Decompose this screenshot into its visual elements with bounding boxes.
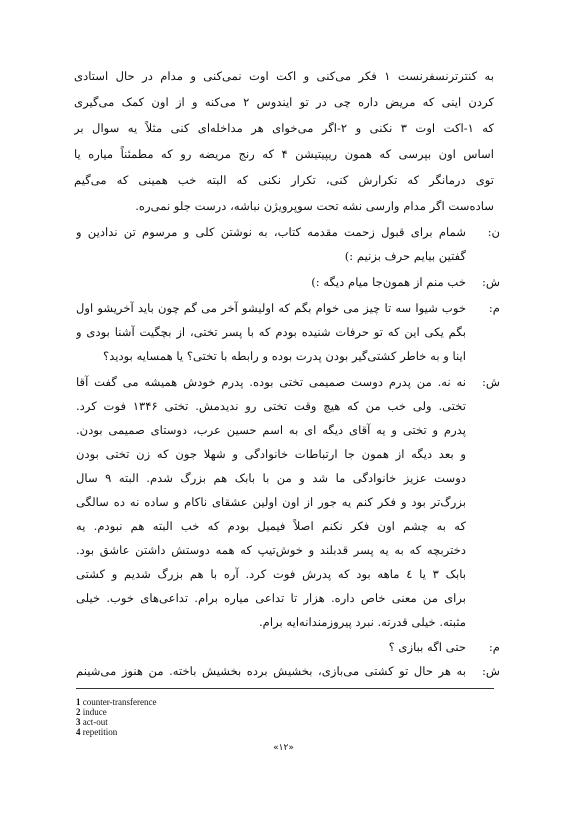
dialogue-line: مثبته. خیلی قدرته. نبرد پیروزمندانه‌ایه برام. bbox=[259, 615, 466, 629]
dialogue-line: دختربچه که به یه پسر قدبلند و خوش‌تیپ که همه دوستش داشتن عاشق بود. bbox=[76, 543, 466, 557]
dialogue-line: پدرم و تختی و یه آقای دیگه ای به اسم حسین عرب، دوستای صمیمی بودن. bbox=[76, 423, 466, 437]
footnote bbox=[76, 728, 117, 737]
paragraph-line: توی درمانگر که تکرارش کنی، تکرار نکنی که البته خب همینی که می‌گیم bbox=[74, 173, 494, 187]
footnote-number: 1 bbox=[76, 697, 81, 707]
dialogue-line: بابک ۳ یا ٤ ماهه بود که پدرش فوت کرد. آره با هم بزرگ شدیم و کشتی bbox=[76, 567, 466, 581]
footnote bbox=[76, 708, 107, 717]
paragraph-line: اساس اون بپرسی که همون ریپیتیشن ۴ که رنج مریضه رو که مطمئناً میاره یا bbox=[74, 147, 494, 161]
paragraph-line: کردن اینی که مریض داره چی در تو ایندوس ۲ می‌کنه و از اون کمک می‌گیری bbox=[74, 95, 494, 109]
dialogue-line: گفتین بیایم حرف بزنیم :) bbox=[344, 249, 466, 263]
dialogue-line: شمام برای قبول زحمت مقدمه کتاب، به نوشتن کلی و مرسوم تن ندادین و bbox=[76, 225, 466, 239]
footnote-divider bbox=[76, 688, 494, 689]
dialogue-line: که به چشم اون فکر نکنم اصلاً فیمیل بودم که خب البته هم نبودم. یه bbox=[76, 519, 466, 533]
page-number: «۱۲» bbox=[273, 743, 294, 753]
footnote bbox=[76, 698, 157, 707]
dialogue-line: تختی. ولی خب من که هیچ وقت تختی رو ندیدمش. تختی ۱۳۴۶ فوت کرد. bbox=[76, 399, 466, 413]
footnote bbox=[76, 718, 108, 727]
dialogue-line: بگم یکی این که تو حرفات شنیده بودم که با پسر تختی، از بچگیت آشنا بودی و bbox=[76, 325, 466, 339]
dialogue-line: حتی اگه ببازی ؟ bbox=[388, 640, 466, 654]
footnote-text: act-out bbox=[82, 717, 108, 727]
dialogue-line: برای من معنی خاص داره. هزار تا تداعی میاره برام. تداعی‌های خوب. خیلی bbox=[76, 591, 466, 605]
footnote-text: counter-transference bbox=[82, 697, 157, 707]
speaker-label: ش: bbox=[481, 664, 500, 678]
paragraph-line: به کنترترنسفرنست ۱ فکر می‌کنی و اکت اوت نمی‌کنی و مدام در حال استادی bbox=[74, 69, 494, 83]
dialogue-line: اینا و به خاطر کشتی‌گیر بودن پدرت بوده و رابطه با تختی؟ یا همسایه بودید؟ bbox=[103, 349, 466, 363]
paragraph-line: ساده‌ست اگر مدام وارسی نشه تحت سوپرویژن نباشه، درست جلو نمی‌ره. bbox=[135, 199, 494, 213]
dialogue-line: بزرگ‌تر بود و فکر کنم یه جور از اون اولین عشقای ناکام و ساده نه ده سالگی bbox=[76, 495, 466, 509]
speaker-label: ن: bbox=[487, 225, 500, 239]
footnote-number: 4 bbox=[76, 727, 81, 737]
dialogue-line: خوب شیوا سه تا چیز می خوام بگم که اولیشو آخر می گم چون باید آخریشو اول bbox=[76, 301, 466, 315]
footnote-number: 3 bbox=[76, 717, 81, 727]
speaker-label: م: bbox=[488, 301, 500, 315]
speaker-label: م: bbox=[488, 640, 500, 654]
dialogue-line: به هر حال تو کشتی می‌بازی، بخشیش برده بخشیش باخته. من هنوز می‌شینم bbox=[76, 664, 466, 678]
dialogue-line: خب منم از همون‌جا میام دیگه :) bbox=[311, 275, 466, 289]
dialogue-line: و بعد دیگه از همون جا ارتباطات خانوادگی و شهلا جون که زن تختی بودن bbox=[76, 447, 466, 461]
footnote-text: repetition bbox=[82, 727, 118, 737]
dialogue-line: دوست عزیز خانوادگی ما شد و من با بابک هم بزرگ شدم. البته ۹ سال bbox=[76, 471, 466, 485]
speaker-label: ش: bbox=[481, 375, 500, 389]
paragraph-line: که ۱-اکت اوت ۳ نکنی و ۲-اگر می‌خوای هر مداخله‌ای کنی مثلاً یه سوال بر bbox=[74, 121, 494, 135]
dialogue-line: نه نه. من پدرم دوست صمیمی تختی بوده. پدرم خودش همیشه می گفت آقا bbox=[76, 375, 466, 389]
footnote-text: induce bbox=[82, 707, 107, 717]
footnote-number: 2 bbox=[76, 707, 81, 717]
speaker-label: ش: bbox=[481, 275, 500, 289]
